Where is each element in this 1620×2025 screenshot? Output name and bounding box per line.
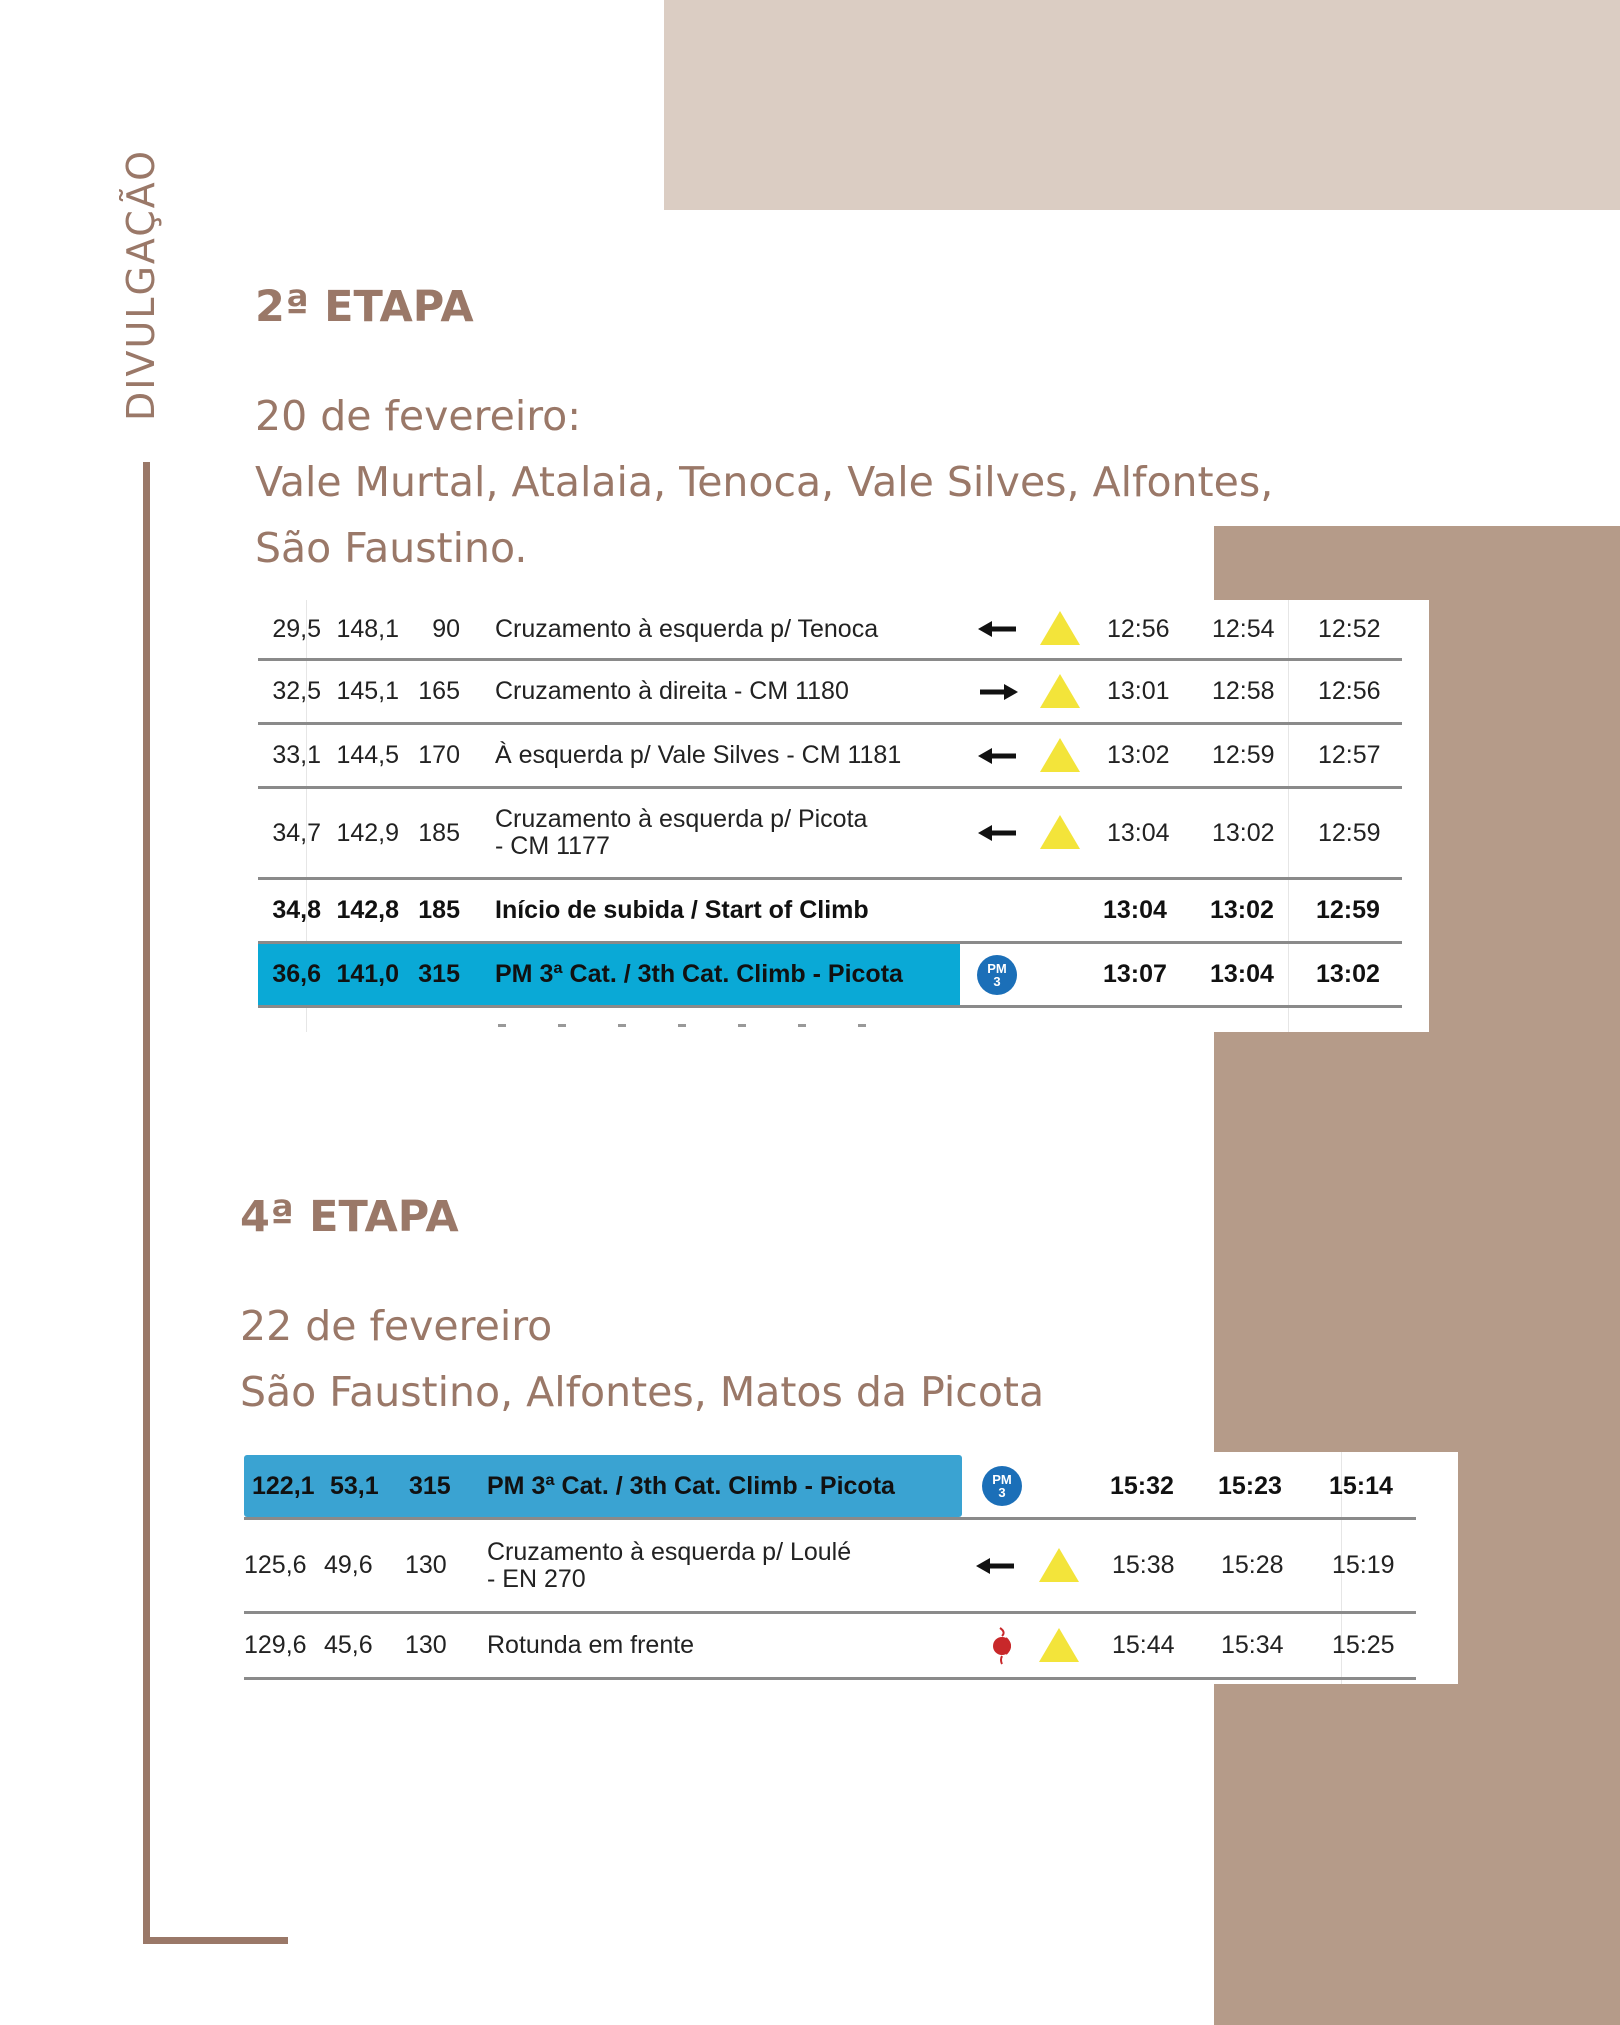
side-label: DIVULGAÇÃO: [119, 149, 163, 421]
route-description: PM 3ª Cat. / 3th Cat. Climb - Picota: [495, 960, 903, 988]
altitude: 170: [418, 741, 460, 769]
altitude: 185: [418, 896, 460, 924]
km-left: 148,1: [336, 614, 399, 643]
beige-decor-block: [664, 0, 1620, 210]
route-description-line1: Cruzamento à esquerda p/ Loulé: [487, 1537, 852, 1566]
time-medium: 12:59: [1212, 741, 1275, 769]
table-row: [258, 600, 1402, 661]
route-description: Início de subida / Start of Climb: [495, 896, 869, 924]
time-slow: 15:25: [1332, 1631, 1395, 1659]
time-slow: 12:59: [1316, 896, 1380, 924]
route-description: À esquerda p/ Vale Silves - CM 1181: [495, 741, 902, 769]
altitude: 90: [432, 614, 460, 643]
warning-triangle-icon: [1040, 815, 1080, 849]
roundabout-icon: [984, 1626, 1028, 1666]
time-medium: 15:23: [1218, 1471, 1282, 1500]
route-description: Cruzamento à direita - CM 1180: [495, 677, 849, 705]
warning-triangle-icon: [1040, 738, 1080, 772]
time-slow: 12:56: [1318, 677, 1381, 705]
stage2-route-table: [258, 600, 1429, 1032]
warning-triangle-icon: [1039, 1548, 1079, 1582]
time-fast: 15:32: [1110, 1471, 1174, 1500]
time-fast: 12:56: [1107, 614, 1170, 643]
table-row: [244, 1520, 1416, 1614]
arrow-left-icon: [976, 609, 1020, 649]
km-done: 122,1: [252, 1471, 315, 1500]
warning-triangle-icon: [1040, 611, 1080, 645]
km-left: 49,6: [324, 1551, 373, 1579]
time-slow: 13:02: [1316, 960, 1380, 988]
time-medium: 12:58: [1212, 677, 1275, 705]
time-fast: 15:38: [1112, 1551, 1175, 1579]
cropped-row-fragment: [498, 1024, 918, 1028]
time-medium: 12:54: [1212, 614, 1275, 643]
time-slow: 12:57: [1318, 741, 1381, 769]
km-done: 29,5: [272, 614, 321, 643]
time-fast: 13:01: [1107, 677, 1170, 705]
time-slow: 15:14: [1329, 1471, 1393, 1500]
km-done: 33,1: [272, 741, 321, 769]
mountain-prize-badge-icon: [982, 1466, 1022, 1506]
badge-category: 3: [998, 1485, 1006, 1500]
time-fast: 13:04: [1103, 896, 1167, 924]
route-description: PM 3ª Cat. / 3th Cat. Climb - Picota: [487, 1471, 895, 1500]
altitude: 130: [405, 1631, 447, 1659]
arrow-left-icon: [976, 813, 1020, 853]
table-row-climb: [258, 944, 1402, 1008]
time-medium: 15:34: [1221, 1631, 1284, 1659]
altitude: 185: [418, 818, 460, 847]
warning-triangle-icon: [1040, 674, 1080, 708]
altitude: 315: [409, 1471, 451, 1500]
route-description: [487, 1520, 851, 1611]
route-description-line2: - EN 270: [487, 1564, 586, 1593]
stage2-title: 2ª ETAPA: [255, 282, 474, 332]
time-fast: 15:44: [1112, 1631, 1175, 1659]
km-left: 142,8: [336, 896, 399, 924]
time-slow: 12:52: [1318, 614, 1381, 643]
warning-triangle-icon: [1039, 1628, 1079, 1662]
route-description-line2: - CM 1177: [495, 832, 610, 860]
km-done: 36,6: [272, 960, 321, 988]
stage2-date: 20 de fevereiro:: [255, 392, 582, 440]
stage4-places: São Faustino, Alfontes, Matos da Picota: [240, 1368, 1045, 1416]
table-row-climb: [244, 1455, 1416, 1520]
table-row: [258, 880, 1402, 944]
stage2-places-line1: Vale Murtal, Atalaia, Tenoca, Vale Silves, Alfontes,: [255, 458, 1274, 506]
table-row: [258, 725, 1402, 789]
stage4-route-table: [236, 1452, 1458, 1684]
km-left: 45,6: [324, 1631, 373, 1659]
arrow-left-icon: [976, 736, 1020, 776]
altitude: 130: [405, 1551, 447, 1579]
badge-label: PM: [992, 1472, 1012, 1487]
table-row: [258, 661, 1402, 725]
table-row: [258, 789, 1402, 880]
time-fast: 13:04: [1107, 818, 1170, 847]
table-row: [244, 1614, 1416, 1680]
km-left: 144,5: [336, 741, 399, 769]
frame-horizontal-line: [143, 1937, 288, 1944]
altitude: 315: [418, 960, 460, 988]
km-done: 129,6: [244, 1631, 307, 1659]
arrow-right-icon: [976, 672, 1020, 712]
badge-category: 3: [993, 973, 1001, 989]
time-medium: 13:04: [1210, 960, 1274, 988]
stage4-title: 4ª ETAPA: [240, 1192, 459, 1242]
route-description: Cruzamento à esquerda p/ Tenoca: [495, 614, 879, 643]
route-description-line1: Cruzamento à esquerda p/ Picota: [495, 805, 868, 833]
time-medium: 15:28: [1221, 1551, 1284, 1579]
time-slow: 15:19: [1332, 1551, 1395, 1579]
time-medium: 13:02: [1212, 818, 1275, 847]
km-left: 141,0: [336, 960, 399, 988]
route-description: [495, 789, 867, 877]
time-slow: 12:59: [1318, 818, 1381, 847]
km-done: 34,8: [272, 896, 321, 924]
route-description: Rotunda em frente: [487, 1631, 695, 1659]
time-fast: 13:07: [1103, 960, 1167, 988]
km-done: 32,5: [272, 677, 321, 705]
km-done: 125,6: [244, 1551, 307, 1579]
frame-vertical-line: [143, 462, 150, 1943]
time-fast: 13:02: [1107, 741, 1170, 769]
km-done: 34,7: [272, 818, 321, 847]
km-left: 145,1: [336, 677, 399, 705]
km-left: 53,1: [330, 1471, 379, 1500]
stage2-places-line2: São Faustino.: [255, 524, 528, 572]
badge-label: PM: [987, 960, 1007, 976]
mountain-prize-badge-icon: [977, 955, 1017, 995]
stage4-date: 22 de fevereiro: [240, 1302, 553, 1350]
arrow-left-icon: [974, 1546, 1018, 1586]
time-medium: 13:02: [1210, 896, 1274, 924]
altitude: 165: [418, 677, 460, 705]
km-left: 142,9: [336, 818, 399, 847]
